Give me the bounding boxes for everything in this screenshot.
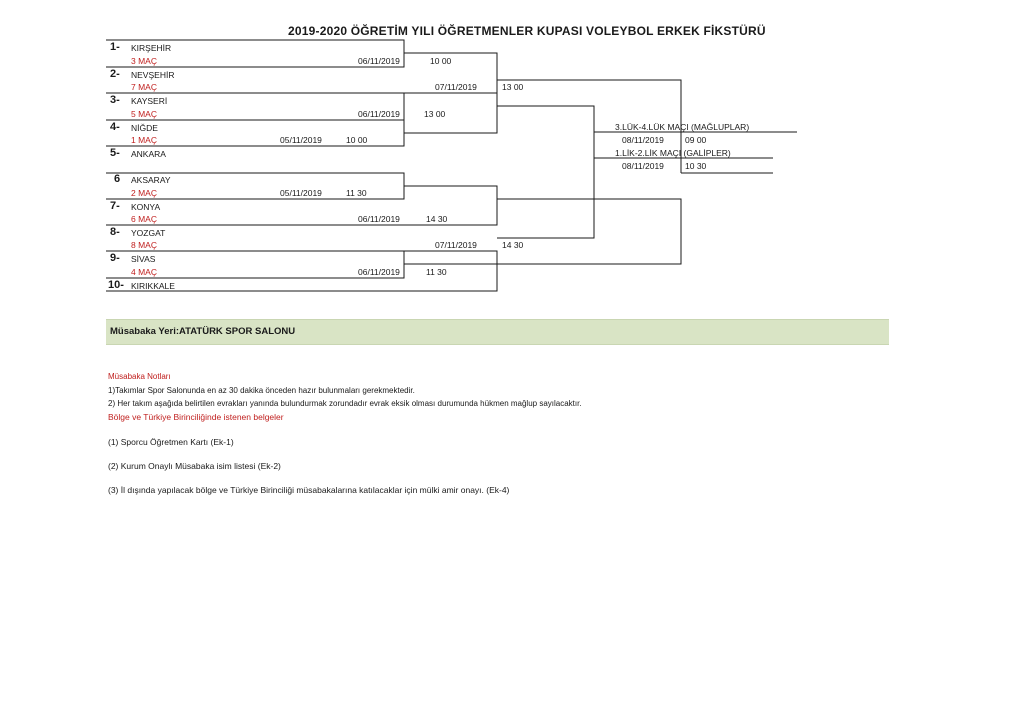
team-number: 1-	[110, 41, 120, 53]
match-label: 6 MAÇ	[131, 214, 157, 224]
team-name: KAYSERİ	[131, 96, 168, 106]
third-place-time: 09 00	[685, 135, 707, 145]
team-name: ANKARA	[131, 149, 166, 159]
match-date: 05/11/2019	[280, 188, 322, 198]
notes-heading: Müsabaka Notları	[108, 372, 171, 381]
match-date: 06/11/2019	[358, 56, 400, 66]
team-name: KIRIKKALE	[131, 281, 175, 291]
final-date: 08/11/2019	[622, 161, 664, 171]
team-number: 6	[114, 173, 121, 185]
team-name: KIRŞEHİR	[131, 43, 172, 53]
match-date: 06/11/2019	[358, 109, 400, 119]
match-date: 07/11/2019	[435, 82, 477, 92]
match-time: 10 00	[346, 135, 368, 145]
doc-item: (2) Kurum Onaylı Müsabaka isim listesi (Ek-2)	[108, 461, 281, 471]
match-time: 13 00	[424, 109, 446, 119]
semi-left	[497, 106, 594, 238]
match-time: 13 00	[502, 82, 524, 92]
match-5-next	[404, 93, 497, 133]
match-time: 14 30	[502, 240, 524, 250]
team-name: AKSARAY	[131, 175, 171, 185]
team-name: NEVŞEHİR	[131, 70, 175, 80]
match-label: 2 MAÇ	[131, 188, 157, 198]
match-date: 07/11/2019	[435, 240, 477, 250]
match-time: 11 30	[426, 267, 447, 277]
team-number: 3-	[110, 94, 120, 106]
team-number: 8-	[110, 226, 120, 238]
third-place-date: 08/11/2019	[622, 135, 664, 145]
note-line: 2) Her takım aşağıda belirtilen evrakları yanında bulundurmak zorundadır evrak eksik olması durumunda hükmen mağlup sayılacaktır.	[108, 399, 582, 408]
team-name: KONYA	[131, 202, 161, 212]
team-number: 5-	[110, 147, 120, 159]
team-name: SİVAS	[131, 254, 156, 264]
match-time: 10 00	[430, 56, 452, 66]
team-number: 9-	[110, 252, 120, 264]
page-title: 2019-2020 ÖĞRETİM YILI ÖĞRETMENLER KUPASI VOLEYBOL ERKEK FİKSTÜRÜ	[288, 24, 766, 38]
venue-bar	[106, 319, 889, 345]
match-label: 1 MAÇ	[131, 135, 157, 145]
match-date: 05/11/2019	[280, 135, 322, 145]
team-name: NİĞDE	[131, 123, 158, 133]
final-time: 10 30	[685, 161, 707, 171]
third-place-label: 3.LÜK-4.LÜK MAÇI (MAĞLUPLAR)	[615, 122, 750, 132]
match-label: 3 MAÇ	[131, 56, 157, 66]
match-time: 14 30	[426, 214, 448, 224]
doc-item: (1) Sporcu Öğretmen Kartı (Ek-1)	[108, 437, 234, 447]
match-label: 4 MAÇ	[131, 267, 157, 277]
team-number: 4-	[110, 121, 120, 133]
team-name: YOZGAT	[131, 228, 166, 238]
team-number: 10-	[108, 279, 124, 291]
match-label: 5 MAÇ	[131, 109, 157, 119]
docs-heading: Bölge ve Türkiye Birinciliğinde istenen belgeler	[108, 412, 284, 422]
doc-item: (3) İl dışında yapılacak bölge ve Türkiye Birinciliği müsabakalarına katılacaklar için mülki amir onayı. (Ek-4)	[108, 485, 510, 495]
match-date: 06/11/2019	[358, 214, 400, 224]
team-number: 2-	[110, 68, 120, 80]
note-line: 1)Takımlar Spor Salonunda en az 30 dakika önceden hazır bulunmaları gerekmektedir.	[108, 386, 415, 395]
match-time: 11 30	[346, 188, 367, 198]
semi-bottom	[497, 199, 681, 264]
match-label: 7 MAÇ	[131, 82, 157, 92]
venue-text: Müsabaka Yeri:ATATÜRK SPOR SALONU	[110, 326, 296, 337]
team-number: 7-	[110, 200, 120, 212]
final-label: 1.LİK-2.LİK MAÇI (GALİPLER)	[615, 148, 731, 158]
match-date: 06/11/2019	[358, 267, 400, 277]
match-label: 8 MAÇ	[131, 240, 157, 250]
